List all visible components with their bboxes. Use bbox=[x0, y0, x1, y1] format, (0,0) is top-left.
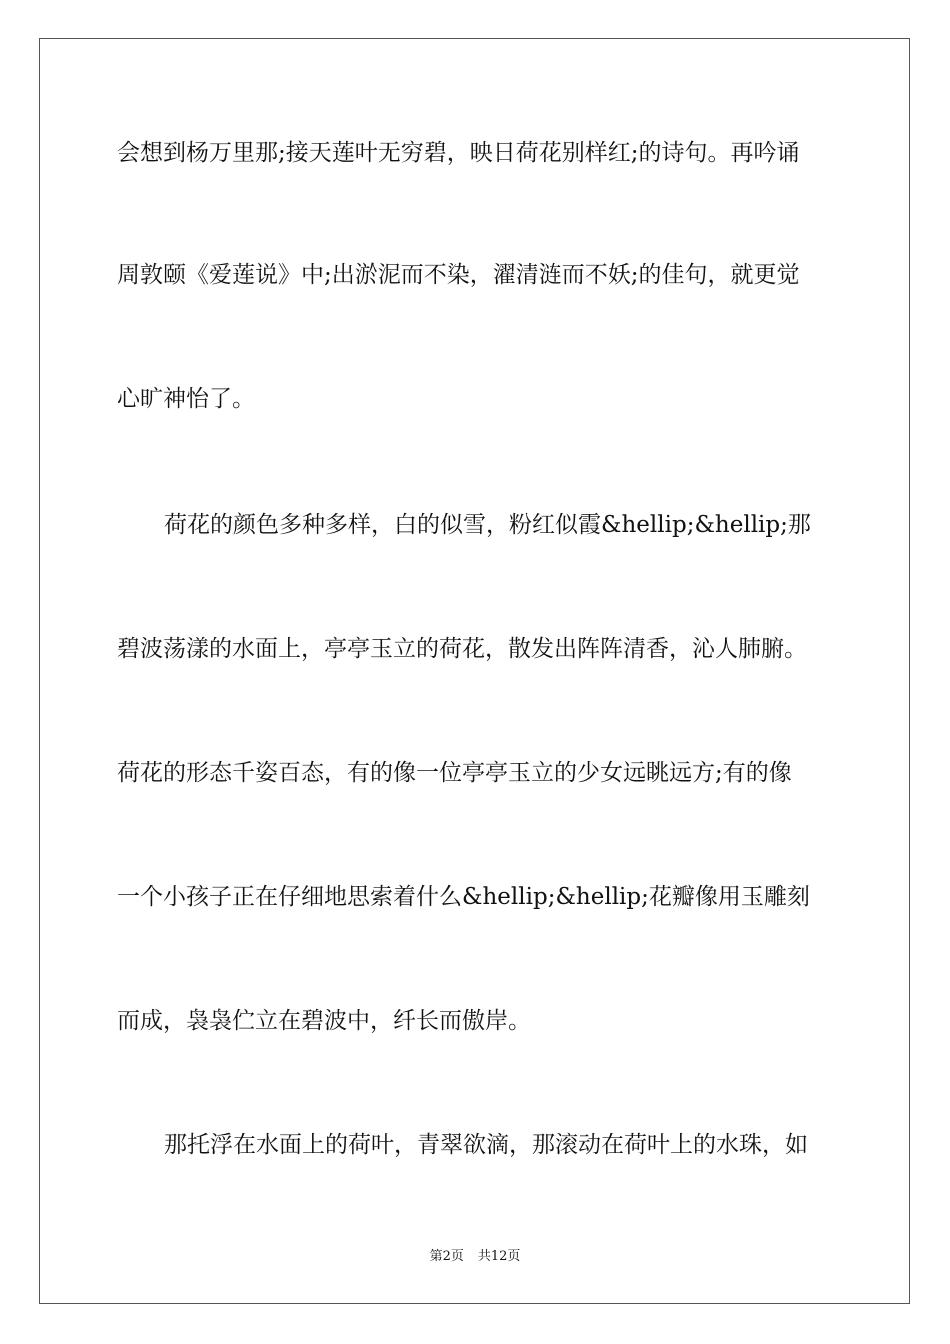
text-line: 荷花的形态千姿百态，有的像一位亭亭玉立的少女远眺远方;有的像 bbox=[117, 760, 792, 786]
page-border bbox=[39, 38, 910, 1304]
page-footer bbox=[0, 1248, 950, 1266]
page-number: 第2页 bbox=[429, 1249, 464, 1264]
text-line: 周敦颐《爱莲说》中;出淤泥而不染，濯清涟而不妖;的佳句，就更觉 bbox=[117, 262, 800, 288]
text-line: 碧波荡漾的水面上，亭亭玉立的荷花，散发出阵阵清香，沁人肺腑。 bbox=[117, 636, 807, 662]
text-line: 会想到杨万里那;接天莲叶无穷碧，映日荷花别样红;的诗句。再吟诵 bbox=[117, 140, 800, 166]
text-line: 心旷神怡了。 bbox=[117, 386, 255, 412]
page-total: 共12页 bbox=[477, 1249, 521, 1264]
text-line: 而成，袅袅伫立在碧波中，纤长而傲岸。 bbox=[117, 1008, 531, 1034]
paragraph-start-line: 荷花的颜色多种多样，白的似雪，粉红似霞&hellip;&hellip;那 bbox=[164, 512, 811, 538]
text-line: 一个小孩子正在仔细地思索着什么&hellip;&hellip;花瓣像用玉雕刻 bbox=[117, 884, 810, 910]
paragraph-start-line: 那托浮在水面上的荷叶，青翠欲滴，那滚动在荷叶上的水珠，如 bbox=[164, 1132, 808, 1158]
